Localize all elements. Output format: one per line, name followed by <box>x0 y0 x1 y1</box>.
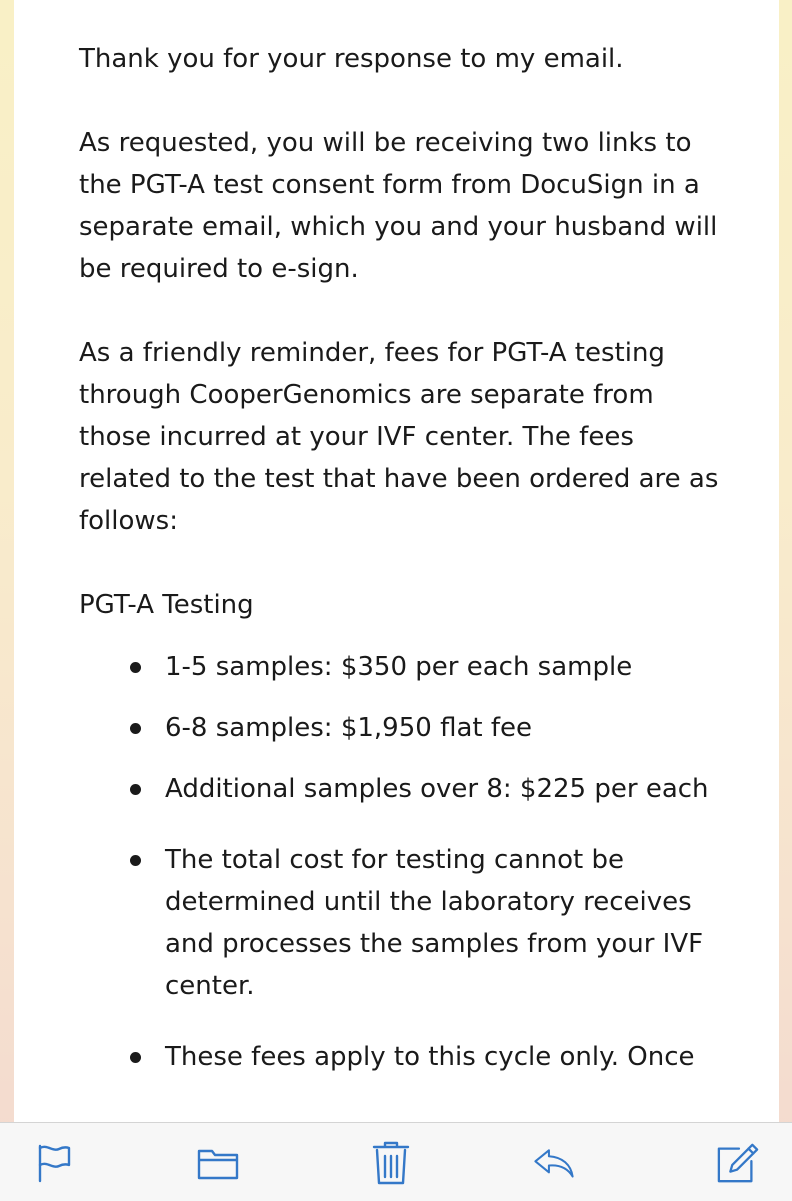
bullet-icon <box>130 662 141 673</box>
bullet-icon <box>130 1052 141 1063</box>
trash-icon <box>371 1140 411 1186</box>
flag-icon <box>34 1143 72 1183</box>
fees-paragraph: As a friendly reminder, fees for PGT-A testing through CooperGenomics are separate from those incurred at your IVF center. The fees related to the test that have been ordered are as follows: <box>79 338 719 536</box>
reply-icon <box>532 1143 576 1183</box>
fee-list-item <box>79 768 729 810</box>
reply-button[interactable] <box>532 1141 576 1185</box>
consent-paragraph: As requested, you will be receiving two links to the PGT-A test consent form from DocuSign in a separate email, which you and your husband will be required to e-sign. <box>79 128 718 284</box>
fee-item-text: Additional samples over 8: $225 per each <box>165 774 709 804</box>
compose-icon <box>716 1141 760 1185</box>
email-message-text <box>79 38 729 1097</box>
move-to-folder-button[interactable] <box>196 1141 240 1185</box>
folder-icon <box>196 1145 240 1181</box>
fee-list-item <box>79 839 729 1007</box>
bullet-icon <box>130 784 141 795</box>
fee-list-item <box>79 1036 729 1078</box>
greeting-paragraph: Thank you for your response to my email. <box>79 44 624 74</box>
fee-item-text: 6-8 samples: $1,950 flat fee <box>165 713 532 743</box>
bullet-icon <box>130 723 141 734</box>
fee-item-text: 1-5 samples: $350 per each sample <box>165 652 633 682</box>
fee-list-item <box>79 646 729 688</box>
flag-button[interactable] <box>31 1141 75 1185</box>
bullet-icon <box>130 855 141 866</box>
compose-button[interactable] <box>716 1141 760 1185</box>
fee-item-text: The total cost for testing cannot be determined until the laboratory receives and processes the samples from your IVF center. <box>165 845 704 1001</box>
section-heading: PGT-A Testing <box>79 590 254 620</box>
email-body-view <box>14 0 779 1122</box>
delete-button[interactable] <box>369 1141 413 1185</box>
mail-toolbar <box>0 1122 792 1201</box>
fee-list <box>79 646 729 1078</box>
fee-item-text: These fees apply to this cycle only. Once <box>165 1042 695 1072</box>
fee-list-item <box>79 707 729 749</box>
